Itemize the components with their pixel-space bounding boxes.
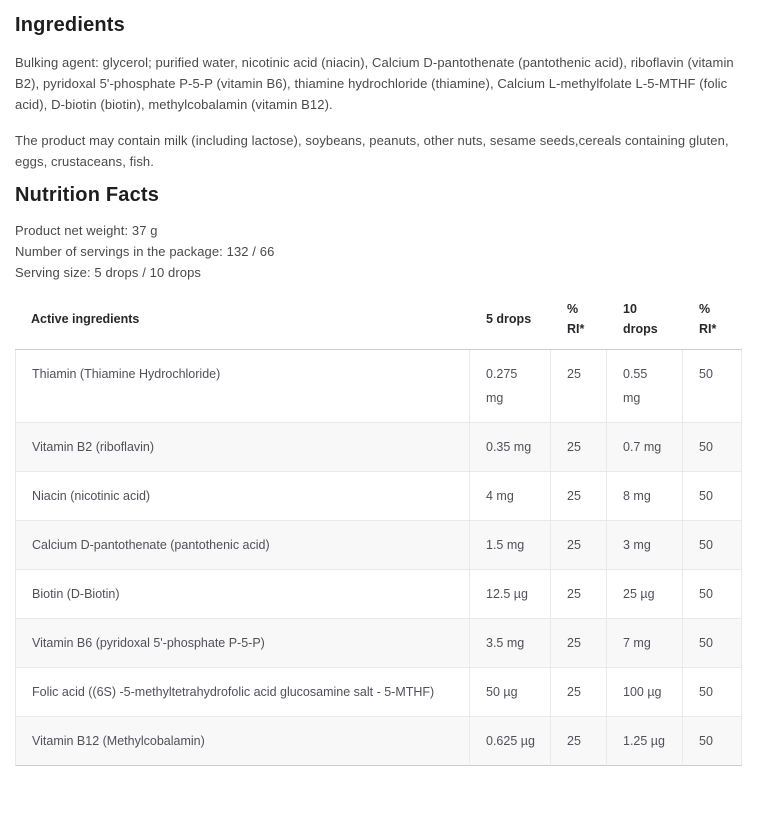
col-header-ri-5: % RI* bbox=[551, 289, 607, 350]
table-row bbox=[15, 423, 742, 472]
ri-5-drops-cell: 25 bbox=[551, 619, 607, 668]
ri-5-drops-cell: 25 bbox=[551, 350, 607, 423]
col-header-ri-10: % RI* bbox=[683, 289, 742, 350]
amount-5-drops-cell: 0.35 mg bbox=[470, 423, 551, 472]
table-row bbox=[15, 472, 742, 521]
ingredient-name-cell: Folic acid ((6S) -5-methyltetrahydrofolic acid glucosamine salt - 5-MTHF) bbox=[15, 668, 470, 717]
servings-count: Number of servings in the package: 132 / 66 bbox=[15, 244, 275, 259]
ri-5-drops-cell: 25 bbox=[551, 717, 607, 766]
ingredient-name-cell: Calcium D-pantothenate (pantothenic acid) bbox=[15, 521, 470, 570]
table-row bbox=[15, 668, 742, 717]
nutrition-table-body bbox=[15, 350, 742, 766]
ingredient-name-cell: Niacin (nicotinic acid) bbox=[15, 472, 470, 521]
col-header-active-ingredients: Active ingredients bbox=[15, 289, 470, 350]
amount-10-drops-cell: 100 µg bbox=[607, 668, 683, 717]
ingredient-name-cell: Thiamin (Thiamine Hydrochloride) bbox=[15, 350, 470, 423]
amount-10-drops-cell: 3 mg bbox=[607, 521, 683, 570]
amount-5-drops-cell: 1.5 mg bbox=[470, 521, 551, 570]
amount-10-drops-cell: 25 µg bbox=[607, 570, 683, 619]
ri-5-drops-cell: 25 bbox=[551, 423, 607, 472]
ingredient-name-cell: Vitamin B12 (Methylcobalamin) bbox=[15, 717, 470, 766]
table-row bbox=[15, 350, 742, 423]
ri-10-drops-cell: 50 bbox=[683, 717, 742, 766]
ri-10-drops-cell: 50 bbox=[683, 668, 742, 717]
ingredients-composition-text: Bulking agent: glycerol; purified water, nicotinic acid (niacin), Calcium D-pantothenate (pantothenic acid), riboflavin (vitamin B2), pyridoxal 5'-phosphate P-5-P (vitamin B6), thiamine hydrochloride (thiamine), Calcium L-methylfolate L-5-MTHF (folic acid), D-biotin (biotin), methylcobalamin (vitamin B12). bbox=[15, 55, 734, 112]
ingredient-name-cell: Vitamin B6 (pyridoxal 5'-phosphate P-5-P) bbox=[15, 619, 470, 668]
amount-5-drops-cell: 0.625 µg bbox=[470, 717, 551, 766]
amount-10-drops-cell: 0.55 mg bbox=[607, 350, 683, 423]
nutrition-facts-title: Nutrition Facts bbox=[15, 184, 160, 206]
ri-10-drops-cell: 50 bbox=[683, 350, 742, 423]
table-row bbox=[15, 619, 742, 668]
ri-10-drops-cell: 50 bbox=[683, 521, 742, 570]
ingredients-title: Ingredients bbox=[15, 14, 125, 36]
product-details-section bbox=[0, 12, 757, 766]
ri-5-drops-cell: 25 bbox=[551, 521, 607, 570]
ri-5-drops-cell: 25 bbox=[551, 472, 607, 521]
amount-10-drops-cell: 0.7 mg bbox=[607, 423, 683, 472]
ingredient-name-cell: Biotin (D-Biotin) bbox=[15, 570, 470, 619]
amount-10-drops-cell: 1.25 µg bbox=[607, 717, 683, 766]
amount-5-drops-cell: 12.5 µg bbox=[470, 570, 551, 619]
nutrition-table-header bbox=[15, 289, 742, 350]
allergen-info-text: The product may contain milk (including lactose), soybeans, peanuts, other nuts, sesame seeds,cereals containing gluten, eggs, crustaceans, fish. bbox=[15, 133, 729, 169]
col-header-10-drops: 10 drops bbox=[607, 289, 683, 350]
ri-10-drops-cell: 50 bbox=[683, 570, 742, 619]
serving-size: Serving size: 5 drops / 10 drops bbox=[15, 265, 202, 280]
table-row bbox=[15, 521, 742, 570]
product-net-weight: Product net weight: 37 g bbox=[15, 223, 158, 238]
amount-10-drops-cell: 7 mg bbox=[607, 619, 683, 668]
col-header-5-drops: 5 drops bbox=[470, 289, 551, 350]
serving-info-block bbox=[15, 220, 742, 283]
table-row bbox=[15, 717, 742, 766]
ri-10-drops-cell: 50 bbox=[683, 423, 742, 472]
ri-5-drops-cell: 25 bbox=[551, 668, 607, 717]
amount-5-drops-cell: 3.5 mg bbox=[470, 619, 551, 668]
ri-10-drops-cell: 50 bbox=[683, 619, 742, 668]
ri-5-drops-cell: 25 bbox=[551, 570, 607, 619]
table-row bbox=[15, 570, 742, 619]
ingredient-name-cell: Vitamin B2 (riboflavin) bbox=[15, 423, 470, 472]
amount-5-drops-cell: 0.275 mg bbox=[470, 350, 551, 423]
ri-10-drops-cell: 50 bbox=[683, 472, 742, 521]
amount-5-drops-cell: 50 µg bbox=[470, 668, 551, 717]
header-row bbox=[15, 289, 742, 350]
amount-10-drops-cell: 8 mg bbox=[607, 472, 683, 521]
nutrition-table bbox=[15, 289, 742, 766]
amount-5-drops-cell: 4 mg bbox=[470, 472, 551, 521]
